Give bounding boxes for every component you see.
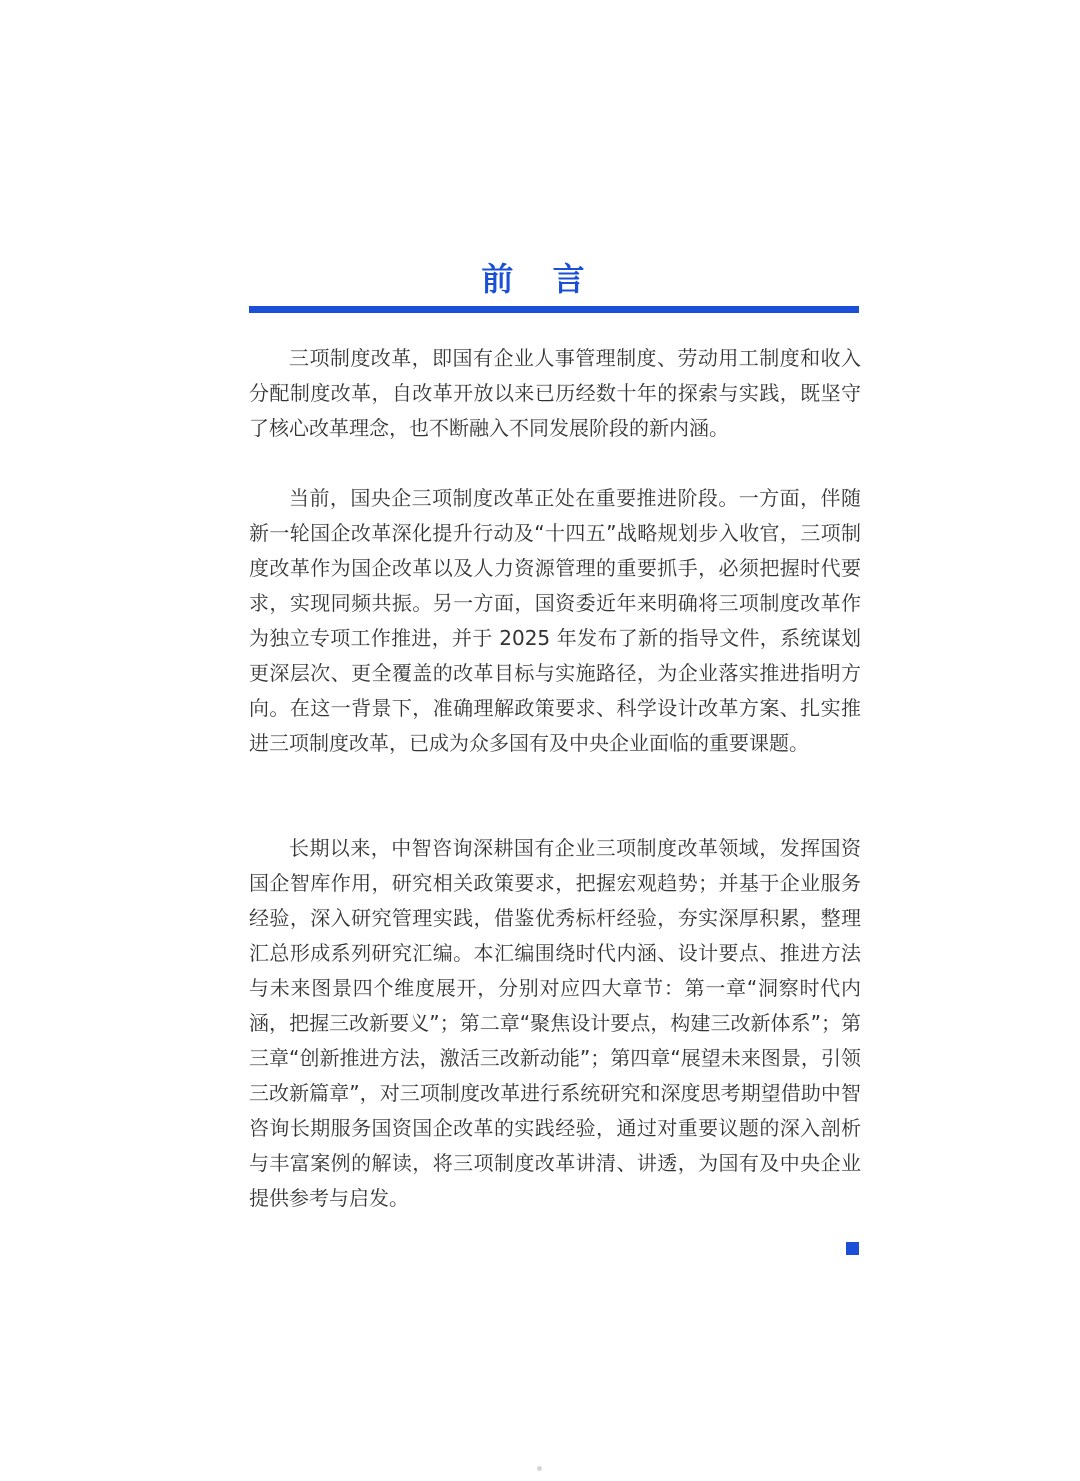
paragraph-1: 三项制度改革，即国有企业人事管理制度、劳动用工制度和收入分配制度改革，自改革开放以来已历经数十年的探索与实践，既坚守了核心改革理念，也不断融入不同发展阶段的新内涵。 <box>249 346 861 440</box>
paragraph-3: 长期以来，中智咨询深耕国有企业三项制度改革领域，发挥国资国企智库作用，研究相关政策要求，把握宏观趋势；并基于企业服务经验，深入研究管理实践，借鉴优秀标杆经验，夯实深厚积累，整理汇总形成系列研究汇编。本汇编围绕时代内涵、设计要点、推进方法与未来图景四个维度展开，分别对应四大章节：第一章“洞察时代内涵，把握三改新要义”；第二章“聚焦设计要点，构建三改新体系”；第三章“创新推进方法，激活三改新动能”；第四章“展望未来图景，引领三改新篇章”，对三项制度改革进行系统研究和深度思考期望借助中智咨询长期服务国资国企改革的实践经验，通过对重要议题的深入剖析与丰富案例的解读，将三项制度改革讲清、讲透，为国有及中央企业提供参考与启发。 <box>249 836 861 1210</box>
title-underline <box>249 306 859 313</box>
end-square-mark <box>846 1242 859 1255</box>
page-indicator-dot <box>537 1466 542 1471</box>
page-title: 前 言 <box>481 260 599 299</box>
paragraph-2: 当前，国央企三项制度改革正处在重要推进阶段。一方面，伴随新一轮国企改革深化提升行动及“十四五”战略规划步入收官，三项制度改革作为国企改革以及人力资源管理的重要抓手，必须把握时代要求，实现同频共振。另一方面，国资委近年来明确将三项制度改革作为独立专项工作推进，并于 2025 年发布了新的指导文件，系统谋划更深层次、更全覆盖的改革目标与实施路径，为企业落实推进指明方向。在这一背景下，准确理解政策要求、科学设计改革方案、扎实推进三项制度改革，已成为众多国有及中央企业面临的重要课题。 <box>249 486 861 755</box>
